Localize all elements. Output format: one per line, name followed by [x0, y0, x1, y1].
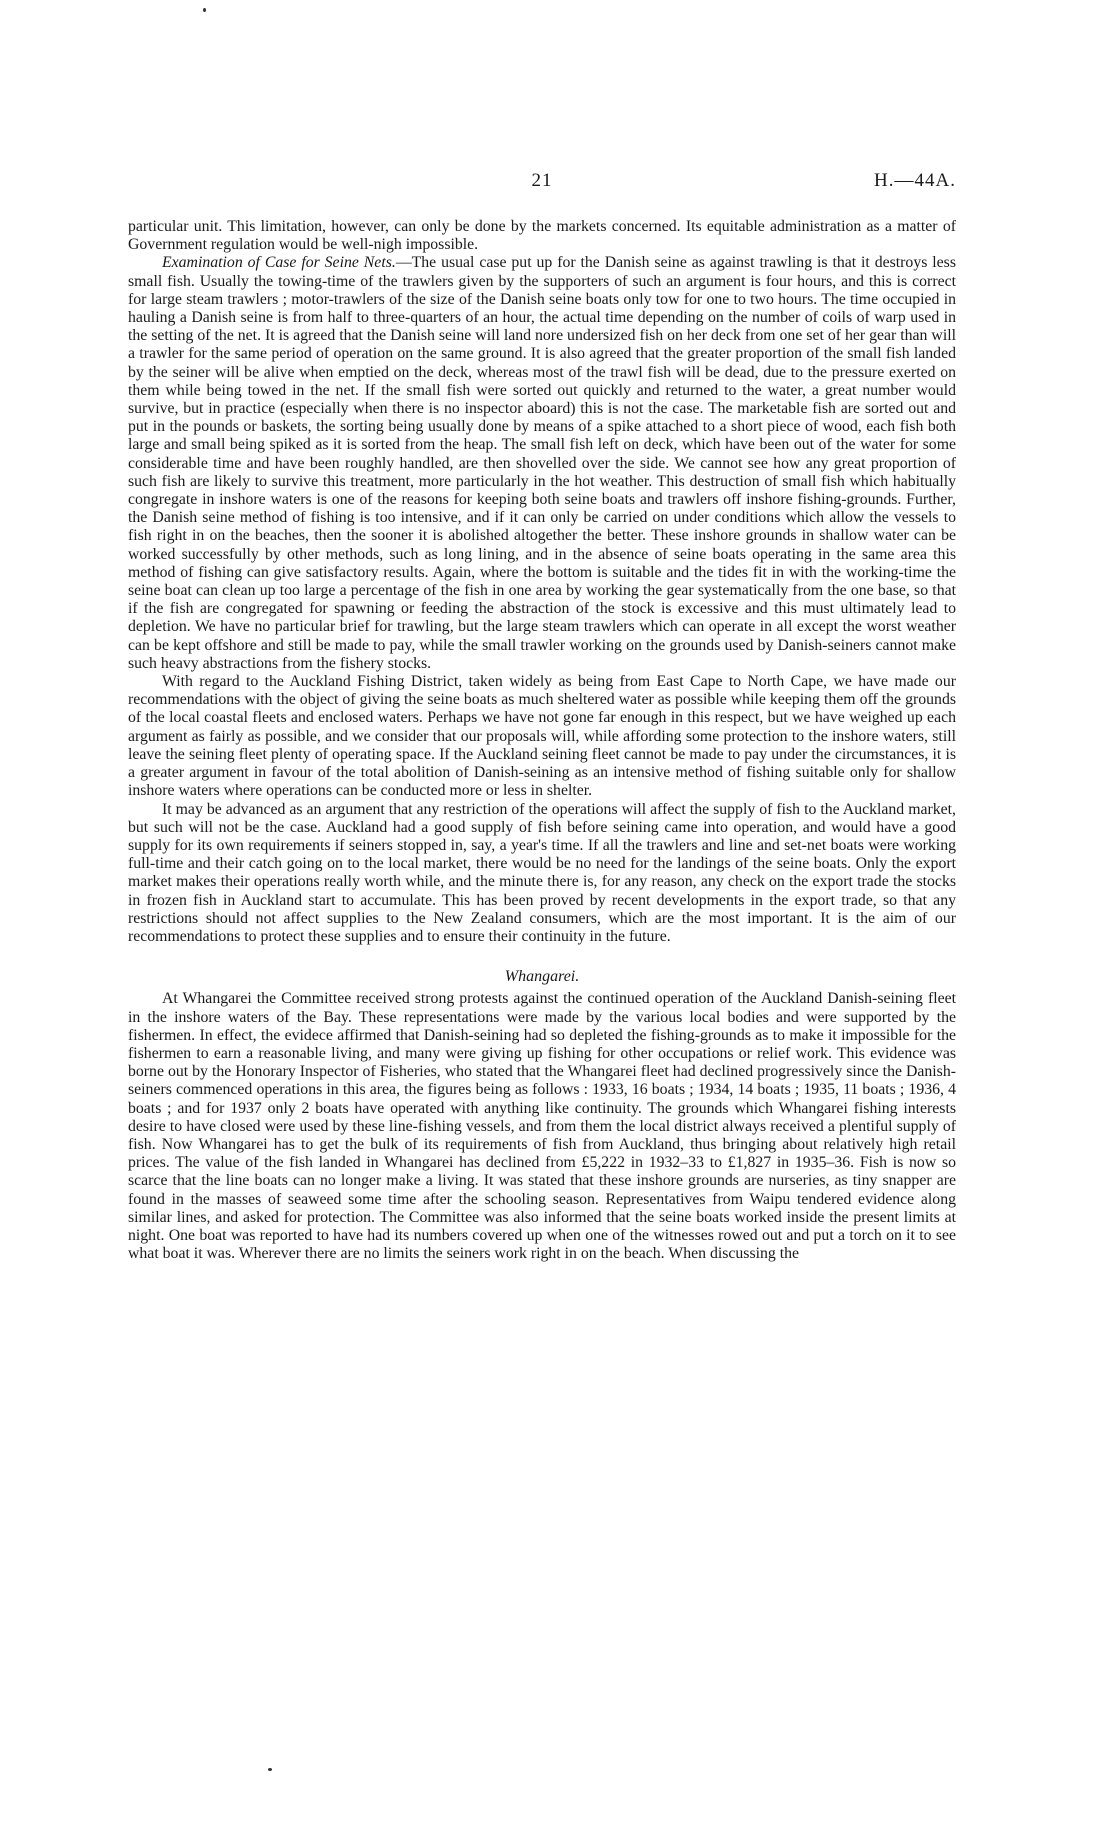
paragraph-text: With regard to the Auckland Fishing District, taken widely as being from East Cape to North Cape, we have made our recommendations with the object of giving the seine boats as much sheltered water as possible while keeping them off the grounds of the local coastal fleets and enclosed waters. Perhaps we have not gone far enough in this respect, but we have weighed up each argument as fairly as possible, and we consider that our proposals will, while affording some protection to the inshore waters, still leave the seining fleet plenty of operating space. If the Auckland seining fleet cannot be made to pay under the circumstances, it is a greater argument in favour of the total abolition of Danish-seining as an intensive method of fishing suitable only for shallow inshore waters where operations can be conducted more or less in shelter.	[128, 673, 956, 800]
page-number: 21	[531, 170, 553, 191]
section-heading: Whangarei.	[504, 968, 580, 986]
paragraph-text: At Whangarei the Committee received strong protests against the continued operation of the Auckland Danish-seining fleet in the inshore waters of the Bay. These representations were made by the various local bodies and were supported by the fishermen. In effect, the evidece affirmed that Danish-seining had so depleted the fishing-grounds as to make it impossible for the fishermen to earn a reasonable living, and many were giving up fishing for other occupations or relief work. This evidence was borne out by the Honorary Inspector of Fisheries, who stated that the Whangarei fleet had declined progressively since the Danish-seiners commenced operations in this area, the figures being as follows : 1933, 16 boats ; 1934, 14 boats ; 1935, 11 boats ; 1936, 4 boats ; and for 1937 only 2 boats have operated with anything like continuity. The grounds which Whangarei fishing interests desire to have closed were used by these line-fishing vessels, and from them the local district always received a plentiful supply of fish. Now Whangarei has to get the bulk of its requirements of fish from Auckland, thus bringing about relatively high retail prices. The value of the fish landed in Whangarei has declined from £5,222 in 1932–33 to £1,827 in 1935–36. Fish is now so scarce that the line boats can no longer make a living. It was stated that these inshore grounds are nurseries, as tiny snapper are found in the masses of seaweed some time after the schooling season. Representatives from Waipu tendered evidence along similar lines, and asked for protection. The Committee was also informed that the seine boats worked inside the present limits at night. One boat was reported to have had its numbers covered up when one of the witnesses rowed out and put a torch on it to see what boat it was. Wherever there are no limits the seiners work right in on the beach. When discussing the	[128, 990, 956, 1263]
body-text	[128, 218, 956, 1263]
page-header	[128, 170, 956, 194]
document-reference: H.—44A.	[874, 170, 956, 191]
paragraph	[128, 801, 956, 947]
run-in-heading: Examination of Case for Seine Nets.	[162, 254, 396, 272]
scan-speck	[268, 1768, 272, 1771]
paragraph	[128, 990, 956, 1263]
paragraph-text: particular unit. This limitation, however, can only be done by the markets concerned. Its equitable administration as a matter of Government regulation would be well-nigh impossible.	[128, 218, 956, 254]
paragraph-text: It may be advanced as an argument that any restriction of the operations will affect the supply of fish to the Auckland market, but such will not be the case. Auckland had a good supply of fish before seining came into operation, and would have a good supply for its own requirements if seiners stopped in, say, a year's time. If all the trawlers and line and set-net boats were working full-time and their catch going on to the local market, there would be no need for the landings of the seine boats. Only the export market makes their operations really worth while, and the minute there is, for any reason, any check on the export trade the stocks in frozen fish in Auckland start to accumulate. This has been proved by recent developments in the export trade, so that any restrictions should not affect supplies to the New Zealand consumers, which are the most important. It is the aim of our recommendations to protect these supplies and to ensure their continuity in the future.	[128, 800, 956, 945]
paragraph	[128, 673, 956, 800]
paragraph-text: —The usual case put up for the Danish seine as against trawling is that it destroys less small fish. Usually the towing-time of the trawlers given by the supporters of such an argument is four hours, and this is correct for large steam trawlers ; motor-trawlers of the size of the Danish seine boats only tow for one to two hours. The time occupied in hauling a Danish seine is from half to three-quarters of an hour, the actual time depending on the number of coils of warp used in the setting of the net. It is agreed that the Danish seine will land nore undersized fish on her deck from one set of her gear than will a trawler for the same period of operation on the same ground. It is also agreed that the greater proportion of the small fish landed by the seiner will be alive when emptied on the deck, whereas most of the trawl fish will be dead, due to the pressure exerted on them while being towed in the net. If the small fish were sorted out quickly and returned to the water, a great number would survive, but in practice (especially when there is no inspector aboard) this is not the case. The marketable fish are sorted out and put in the pounds or baskets, the sorting being usually done by means of a spike attached to a short piece of wood, each fish both large and small being spiked as it is sorted from the heap. The small fish left on deck, which have been out of the water for some considerable time and have been roughly handled, are then shovelled over the side. We cannot see how any great proportion of such fish are likely to survive this treatment, more particularly in the hot weather. This destruction of small fish which habitually congregate in inshore waters is one of the reasons for keeping both seine boats and trawlers off inshore fishing-grounds. Further, the Danish seine method of fishing is too intensive, and if it can only be carried on under conditions which allow the vessels to fish right in on the beaches, then the sooner it is abolished altogether the better. These inshore grounds in shallow water can be worked successfully by other methods, such as long lining, and in the absence of seine boats operating in the same area this method of fishing can give satisfactory results. Again, where the bottom is suitable and the tides fit in with the working-time the seine boat can clean up too large a percentage of the fish in one area by working the gear systematically from the one base, so that if the fish are congregated for spawning or feeding the abstraction of the stock is excessive and this must ultimately lead to depletion. We have no particular brief for trawling, but the large steam trawlers which can operate in all except the worst weather can be kept offshore and still be made to pay, while the small trawler working on the grounds used by Danish-seiners cannot make such heavy abstractions from the fishery stocks.	[128, 254, 956, 672]
paragraph	[128, 218, 956, 254]
paragraph	[128, 254, 956, 673]
scan-speck	[203, 8, 206, 12]
